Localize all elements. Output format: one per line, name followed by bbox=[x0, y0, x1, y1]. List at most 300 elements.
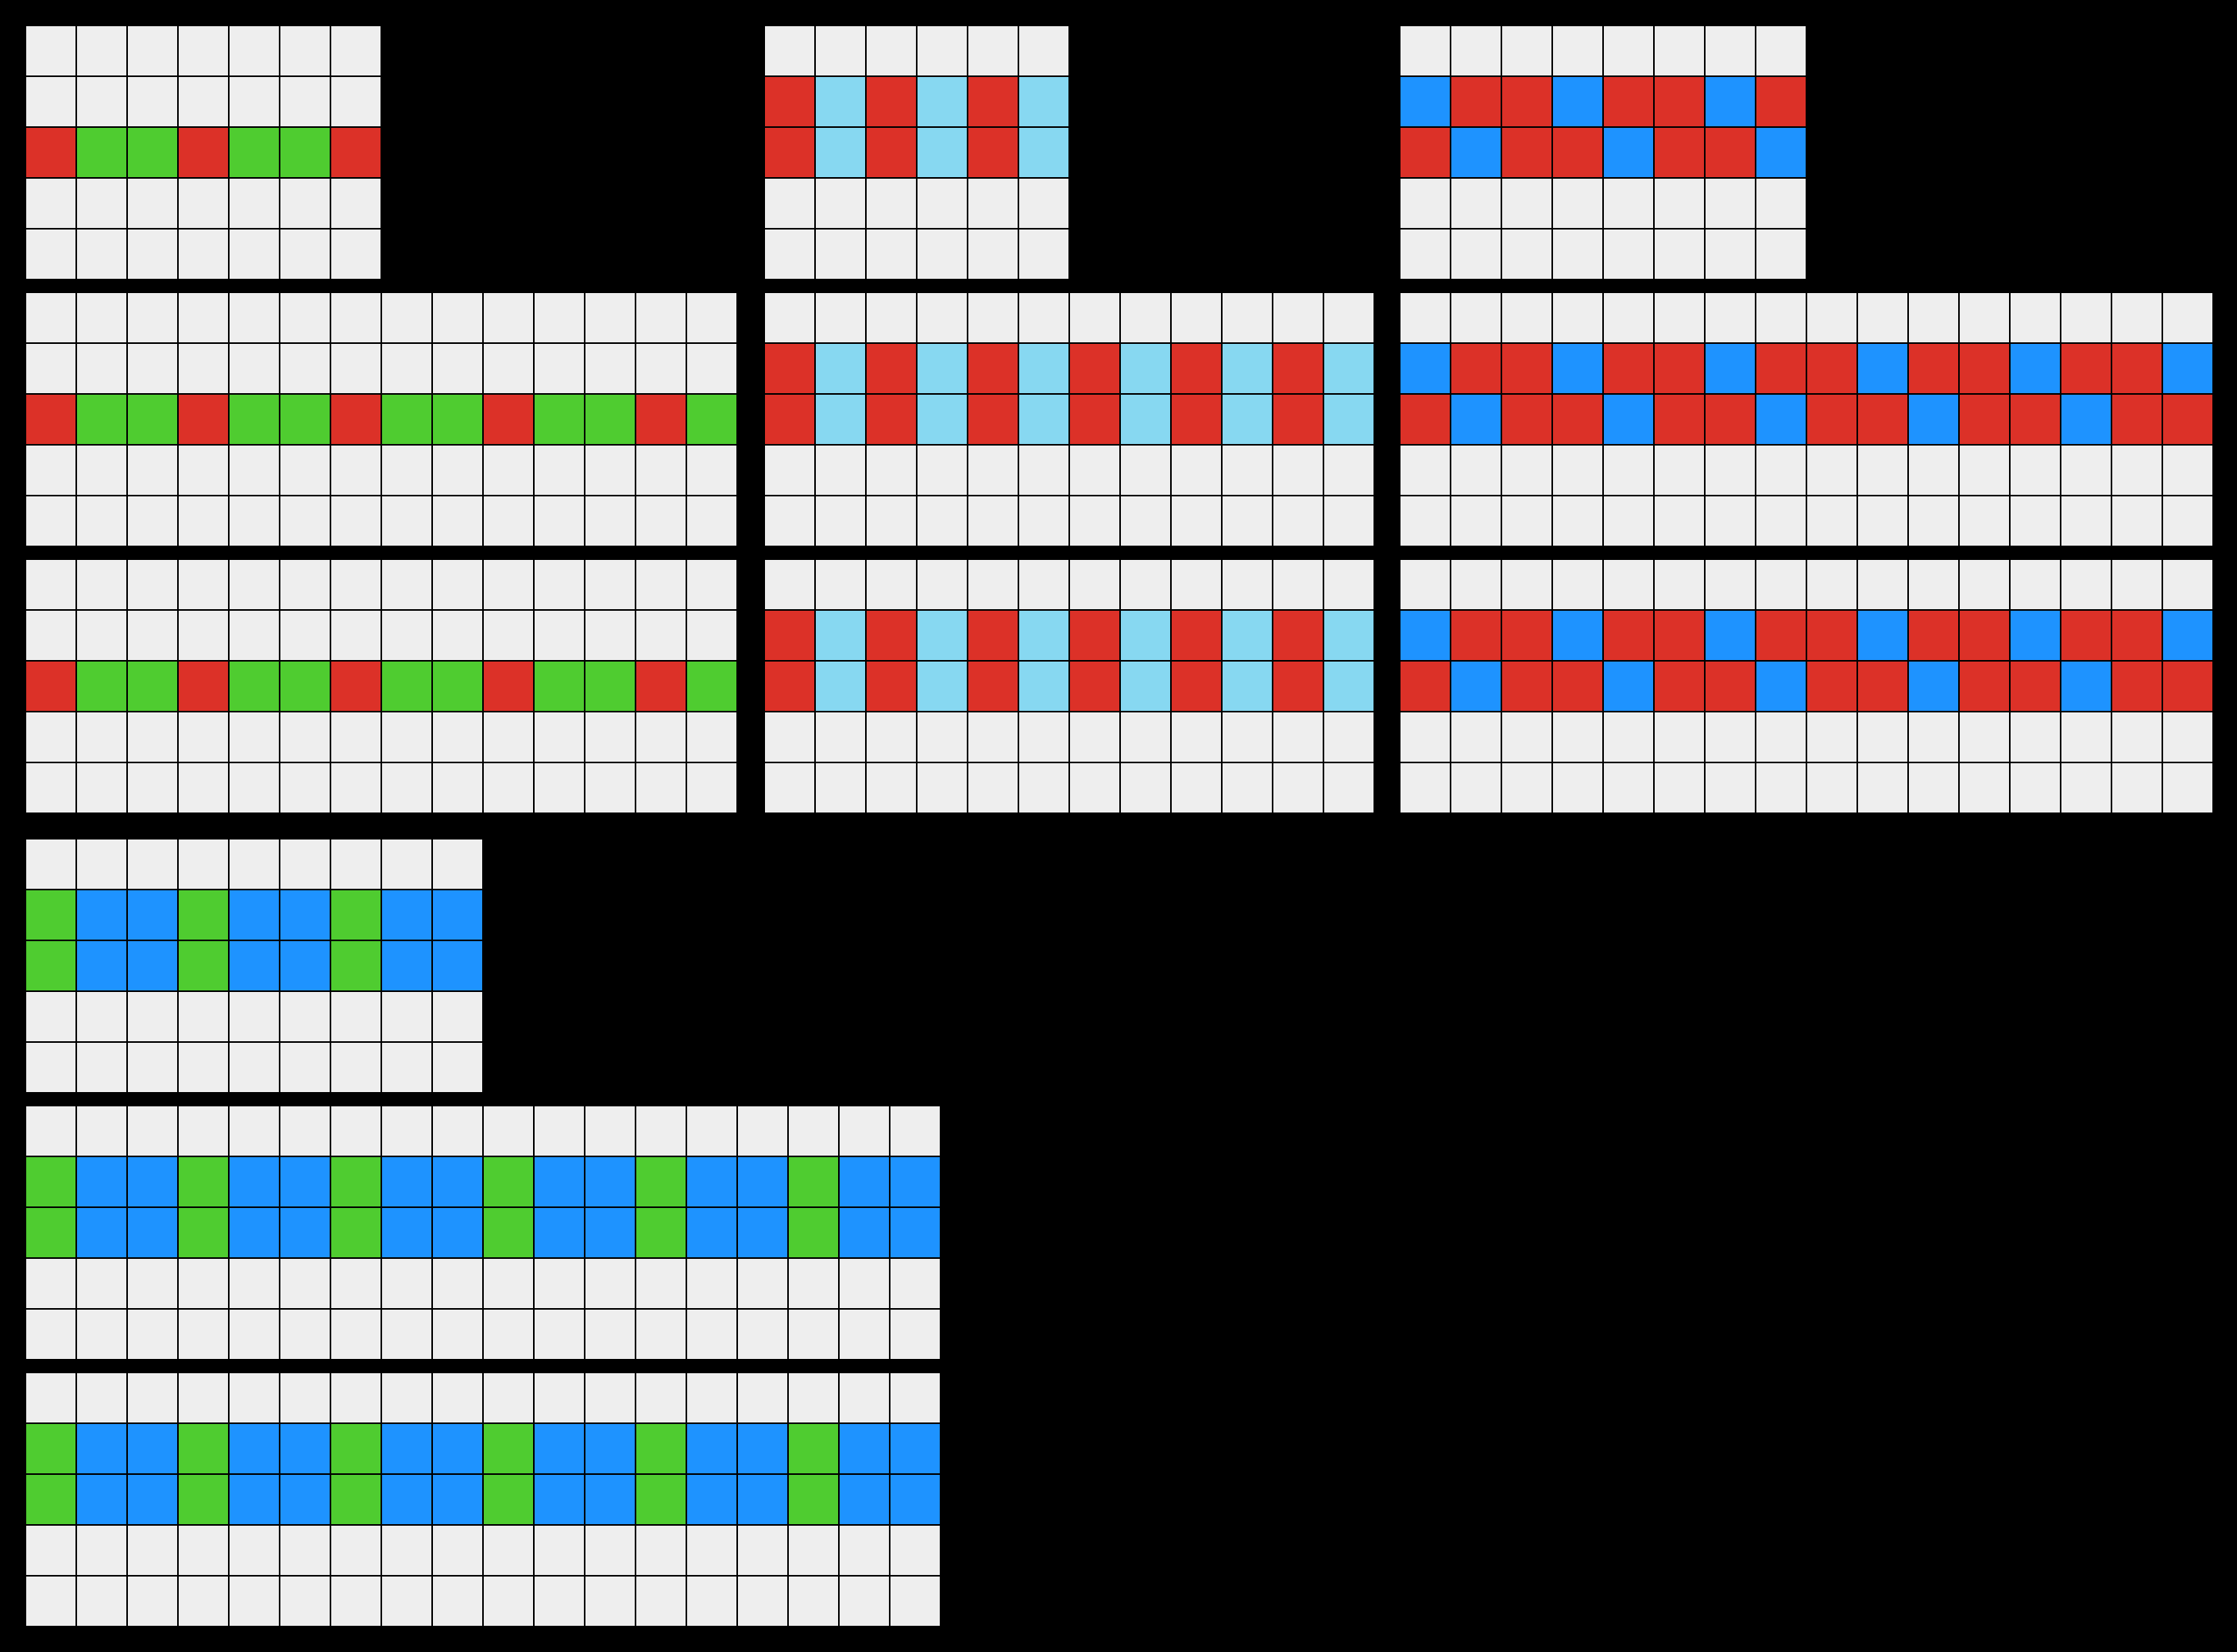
grid-cell bbox=[178, 178, 229, 229]
grid-cell bbox=[330, 661, 381, 712]
grid-cell bbox=[1171, 661, 1222, 712]
grid-cell bbox=[2111, 343, 2162, 394]
grid-cell bbox=[381, 445, 432, 496]
grid-cell bbox=[76, 762, 127, 813]
grid-cell bbox=[1552, 178, 1603, 229]
grid-cell bbox=[127, 229, 178, 280]
grid-cell bbox=[1400, 762, 1451, 813]
grid-cell bbox=[2061, 445, 2111, 496]
grid-cell bbox=[1400, 292, 1451, 343]
grid-cell bbox=[1654, 559, 1705, 610]
grid-cell bbox=[25, 292, 76, 343]
grid-cell bbox=[636, 343, 686, 394]
grid-cell bbox=[890, 1156, 941, 1207]
grid-cell bbox=[229, 1423, 280, 1474]
grid-cell bbox=[534, 1106, 585, 1156]
grid-cell bbox=[585, 762, 636, 813]
grid-cell bbox=[686, 712, 737, 762]
grid-cell bbox=[815, 712, 866, 762]
grid-cell bbox=[917, 292, 968, 343]
grid-cell bbox=[1069, 610, 1120, 661]
grid-cell bbox=[1654, 292, 1705, 343]
grid-cell bbox=[1857, 661, 1908, 712]
grid-cell bbox=[25, 991, 76, 1042]
grid-cell bbox=[839, 1156, 890, 1207]
grid-cell bbox=[1171, 559, 1222, 610]
grid-cell bbox=[585, 343, 636, 394]
grid-cell bbox=[483, 343, 534, 394]
grid-cell bbox=[1451, 445, 1501, 496]
grid-cell bbox=[280, 890, 330, 940]
grid-cell bbox=[1552, 25, 1603, 76]
grid-cell bbox=[636, 1309, 686, 1360]
grid-cell bbox=[866, 229, 917, 280]
grid-cell bbox=[432, 559, 483, 610]
grid-cell bbox=[2061, 661, 2111, 712]
grid-cell bbox=[1400, 343, 1451, 394]
grid-cell bbox=[381, 940, 432, 991]
grid-cell bbox=[1552, 229, 1603, 280]
grid-cell bbox=[788, 1258, 839, 1309]
grid-cell bbox=[968, 292, 1018, 343]
grid-cell bbox=[1908, 292, 1959, 343]
grid-cell bbox=[483, 1309, 534, 1360]
grid-cell bbox=[2162, 445, 2213, 496]
grid-cell bbox=[1552, 76, 1603, 127]
grid-cell bbox=[25, 559, 76, 610]
grid-cell bbox=[917, 445, 968, 496]
grid-cell bbox=[1552, 343, 1603, 394]
grid-cell bbox=[76, 1207, 127, 1258]
grid-cell bbox=[815, 178, 866, 229]
grid-cell bbox=[229, 292, 280, 343]
grid-cell bbox=[2061, 496, 2111, 546]
grid-cell bbox=[839, 1474, 890, 1525]
grid-cell bbox=[1501, 712, 1552, 762]
grid-cell bbox=[178, 445, 229, 496]
grid-cell bbox=[1018, 25, 1069, 76]
grid-cell bbox=[178, 127, 229, 178]
grid-cell bbox=[127, 1423, 178, 1474]
grid-cell bbox=[76, 1042, 127, 1093]
grid-cell bbox=[534, 1207, 585, 1258]
grid-cell bbox=[1501, 394, 1552, 445]
grid-cell bbox=[330, 1258, 381, 1309]
grid-cell bbox=[229, 1576, 280, 1627]
grid-cell bbox=[330, 1372, 381, 1423]
grid-cell bbox=[330, 940, 381, 991]
grid-cell bbox=[1451, 762, 1501, 813]
grid-cell bbox=[127, 25, 178, 76]
grid-cell bbox=[2162, 559, 2213, 610]
grid-cell bbox=[1273, 661, 1323, 712]
grid-cell bbox=[483, 762, 534, 813]
grid-cell bbox=[2061, 292, 2111, 343]
grid-cell bbox=[890, 1106, 941, 1156]
grid-cell bbox=[1959, 496, 2010, 546]
grid-cell bbox=[815, 445, 866, 496]
grid-cell bbox=[1501, 661, 1552, 712]
grid-cell bbox=[229, 1106, 280, 1156]
grid-cell bbox=[2111, 762, 2162, 813]
grid-cell bbox=[636, 1474, 686, 1525]
grid-cell bbox=[917, 76, 968, 127]
grid-cell bbox=[686, 1106, 737, 1156]
grid-cell bbox=[534, 610, 585, 661]
grid-cell bbox=[585, 1525, 636, 1576]
grid-cell bbox=[686, 1207, 737, 1258]
grid-cell bbox=[280, 1042, 330, 1093]
grid-cell bbox=[25, 76, 76, 127]
grid-cell bbox=[127, 712, 178, 762]
grid-cell bbox=[534, 1309, 585, 1360]
grid-cell bbox=[76, 343, 127, 394]
grid-cell bbox=[636, 661, 686, 712]
grid-cell bbox=[1400, 229, 1451, 280]
grid-cell bbox=[178, 559, 229, 610]
grid-cell bbox=[1018, 127, 1069, 178]
grid-cell bbox=[1552, 559, 1603, 610]
grid-cell bbox=[1501, 445, 1552, 496]
grid-cell bbox=[917, 343, 968, 394]
grid-cell bbox=[25, 1372, 76, 1423]
grid-cell bbox=[1756, 496, 1806, 546]
grid-cell bbox=[432, 1042, 483, 1093]
grid-cell bbox=[280, 178, 330, 229]
grid-cell bbox=[330, 1042, 381, 1093]
grid-cell bbox=[1806, 559, 1857, 610]
grid-cell bbox=[1603, 178, 1654, 229]
grid-cell bbox=[381, 610, 432, 661]
grid-cell bbox=[25, 1525, 76, 1576]
grid-cell bbox=[534, 445, 585, 496]
grid-cell bbox=[534, 1423, 585, 1474]
grid-cell bbox=[815, 343, 866, 394]
grid-cell bbox=[1756, 343, 1806, 394]
grid-cell bbox=[1120, 394, 1171, 445]
grid-cell bbox=[2010, 496, 2061, 546]
grid-cell bbox=[686, 1372, 737, 1423]
grid-cell bbox=[1222, 559, 1273, 610]
grid-cell bbox=[917, 610, 968, 661]
grid-cell bbox=[815, 127, 866, 178]
grid-cell bbox=[381, 496, 432, 546]
grid-cell bbox=[1705, 661, 1756, 712]
grid-cell bbox=[866, 292, 917, 343]
grid-cell bbox=[1756, 445, 1806, 496]
grid-cell bbox=[1756, 127, 1806, 178]
grid-cell bbox=[1120, 610, 1171, 661]
grid-cell bbox=[585, 1423, 636, 1474]
grid-cell bbox=[585, 1474, 636, 1525]
grid-cell bbox=[1756, 762, 1806, 813]
grid-cell bbox=[1603, 496, 1654, 546]
grid-cell bbox=[280, 991, 330, 1042]
grid-cell bbox=[178, 76, 229, 127]
grid-cell bbox=[968, 610, 1018, 661]
grid-cell bbox=[764, 661, 815, 712]
grid-cell bbox=[1400, 25, 1451, 76]
grid-cell bbox=[890, 1474, 941, 1525]
grid-cell bbox=[432, 991, 483, 1042]
grid-cell bbox=[737, 1106, 788, 1156]
grid-cell bbox=[330, 1309, 381, 1360]
grid-cell bbox=[2111, 496, 2162, 546]
grid-cell bbox=[432, 762, 483, 813]
grid-cell bbox=[1654, 712, 1705, 762]
grid-cell bbox=[127, 1106, 178, 1156]
grid-cell bbox=[76, 559, 127, 610]
grid-cell bbox=[127, 178, 178, 229]
grid-cell bbox=[636, 1156, 686, 1207]
grid-cell bbox=[280, 394, 330, 445]
grid-cell bbox=[686, 1525, 737, 1576]
grid-cell bbox=[686, 661, 737, 712]
grid-cell bbox=[1069, 712, 1120, 762]
grid-cell bbox=[432, 1258, 483, 1309]
grid-cell bbox=[534, 496, 585, 546]
grid-input-pair-4 bbox=[25, 839, 483, 1093]
grid-cell bbox=[1806, 496, 1857, 546]
grid-cell bbox=[1451, 559, 1501, 610]
grid-cell bbox=[483, 292, 534, 343]
grid-cell bbox=[1400, 559, 1451, 610]
grid-cell bbox=[917, 496, 968, 546]
grid-cell bbox=[229, 610, 280, 661]
grid-cell bbox=[330, 1525, 381, 1576]
grid-cell bbox=[839, 1576, 890, 1627]
grid-cell bbox=[1451, 292, 1501, 343]
grid-cell bbox=[1451, 394, 1501, 445]
grid-cell bbox=[1654, 610, 1705, 661]
grid-cell bbox=[229, 1525, 280, 1576]
grid-cell bbox=[1323, 496, 1374, 546]
grid-cell bbox=[127, 610, 178, 661]
grid-cell bbox=[483, 1423, 534, 1474]
grid-cell bbox=[1400, 610, 1451, 661]
grid-cell bbox=[178, 292, 229, 343]
grid-cell bbox=[280, 127, 330, 178]
grid-cell bbox=[1908, 445, 1959, 496]
grid-cell bbox=[178, 1156, 229, 1207]
grid-cell bbox=[330, 496, 381, 546]
grid-cell bbox=[25, 229, 76, 280]
grid-cell bbox=[330, 559, 381, 610]
grid-cell bbox=[1552, 496, 1603, 546]
grid-cell bbox=[968, 343, 1018, 394]
grid-cell bbox=[229, 343, 280, 394]
grid-cell bbox=[585, 496, 636, 546]
grid-cell bbox=[381, 1258, 432, 1309]
grid-cell bbox=[432, 1156, 483, 1207]
grid-cell bbox=[432, 1474, 483, 1525]
grid-cell bbox=[1273, 445, 1323, 496]
grid-cell bbox=[2061, 610, 2111, 661]
grid-cell bbox=[280, 559, 330, 610]
grid-cell bbox=[178, 1042, 229, 1093]
grid-cell bbox=[764, 445, 815, 496]
grid-cell bbox=[1705, 762, 1756, 813]
grid-cell bbox=[968, 127, 1018, 178]
grid-cell bbox=[585, 1258, 636, 1309]
grid-cell bbox=[483, 1474, 534, 1525]
grid-cell bbox=[229, 445, 280, 496]
grid-cell bbox=[2061, 394, 2111, 445]
grid-cell bbox=[330, 1156, 381, 1207]
grid-cell bbox=[1756, 559, 1806, 610]
grid-cell bbox=[127, 940, 178, 991]
grid-cell bbox=[127, 445, 178, 496]
grid-cell bbox=[1069, 559, 1120, 610]
grid-cell bbox=[1908, 394, 1959, 445]
grid-cell bbox=[1552, 712, 1603, 762]
grid-cell bbox=[76, 940, 127, 991]
grid-cell bbox=[1603, 445, 1654, 496]
grid-cell bbox=[483, 1258, 534, 1309]
grid-cell bbox=[764, 127, 815, 178]
grid-cell bbox=[1603, 127, 1654, 178]
grid-cell bbox=[585, 445, 636, 496]
grid-cell bbox=[330, 712, 381, 762]
grid-cell bbox=[636, 1207, 686, 1258]
grid-cell bbox=[1959, 343, 2010, 394]
grid-cell bbox=[788, 1207, 839, 1258]
grid-cell bbox=[839, 1106, 890, 1156]
grid-input-pair-1 bbox=[25, 25, 381, 280]
grid-cell bbox=[737, 1525, 788, 1576]
grid-cell bbox=[432, 940, 483, 991]
grid-cell bbox=[2061, 559, 2111, 610]
grid-cell bbox=[815, 76, 866, 127]
grid-cell bbox=[1501, 496, 1552, 546]
grid-cell bbox=[330, 762, 381, 813]
grid-cell bbox=[25, 610, 76, 661]
grid-cell bbox=[636, 292, 686, 343]
grid-cell bbox=[1400, 178, 1451, 229]
grid-cell bbox=[1171, 445, 1222, 496]
grid-cell bbox=[1552, 610, 1603, 661]
grid-cell bbox=[890, 1372, 941, 1423]
grid-cell bbox=[1451, 496, 1501, 546]
grid-cell bbox=[25, 940, 76, 991]
grid-cell bbox=[534, 661, 585, 712]
grid-cell bbox=[1171, 292, 1222, 343]
grid-cell bbox=[483, 1207, 534, 1258]
grid-cell bbox=[25, 839, 76, 890]
grid-cell bbox=[1603, 559, 1654, 610]
grid-cell bbox=[178, 1106, 229, 1156]
grid-cell bbox=[1959, 712, 2010, 762]
grid-cell bbox=[432, 1576, 483, 1627]
grid-cell bbox=[1908, 559, 1959, 610]
grid-cell bbox=[2162, 394, 2213, 445]
grid-cell bbox=[76, 292, 127, 343]
grid-cell bbox=[1120, 559, 1171, 610]
grid-cell bbox=[968, 178, 1018, 229]
grid-cell bbox=[229, 991, 280, 1042]
grid-cell bbox=[280, 1474, 330, 1525]
grid-cell bbox=[280, 839, 330, 890]
grid-cell bbox=[127, 839, 178, 890]
grid-cell bbox=[839, 1423, 890, 1474]
grid-cell bbox=[127, 1372, 178, 1423]
grid-output-pair-3 bbox=[1400, 292, 2213, 546]
grid-cell bbox=[1120, 292, 1171, 343]
grid-cell bbox=[1654, 178, 1705, 229]
grid-cell bbox=[1603, 25, 1654, 76]
grid-cell bbox=[25, 343, 76, 394]
grid-cell bbox=[127, 1258, 178, 1309]
grid-cell bbox=[1756, 76, 1806, 127]
grid-cell bbox=[585, 661, 636, 712]
grid-cell bbox=[25, 394, 76, 445]
grid-output-pair-1 bbox=[25, 292, 737, 546]
grid-cell bbox=[432, 1309, 483, 1360]
grid-cell bbox=[1501, 762, 1552, 813]
grid-cell bbox=[381, 1474, 432, 1525]
grid-cell bbox=[534, 1576, 585, 1627]
grid-cell bbox=[1603, 610, 1654, 661]
grid-cell bbox=[1756, 661, 1806, 712]
grid-cell bbox=[534, 1372, 585, 1423]
grid-cell bbox=[178, 762, 229, 813]
grid-cell bbox=[25, 1156, 76, 1207]
grid-cell bbox=[1018, 496, 1069, 546]
grid-cell bbox=[917, 394, 968, 445]
grid-cell bbox=[330, 343, 381, 394]
grid-cell bbox=[815, 661, 866, 712]
grid-cell bbox=[764, 229, 815, 280]
grid-cell bbox=[483, 1372, 534, 1423]
grid-cell bbox=[1705, 445, 1756, 496]
grid-cell bbox=[1552, 661, 1603, 712]
grid-cell bbox=[917, 762, 968, 813]
grid-cell bbox=[381, 762, 432, 813]
grid-cell bbox=[381, 1207, 432, 1258]
grid-cell bbox=[890, 1207, 941, 1258]
grid-cell bbox=[1323, 712, 1374, 762]
grid-cell bbox=[1273, 292, 1323, 343]
grid-cell bbox=[76, 1525, 127, 1576]
grid-cell bbox=[127, 1525, 178, 1576]
grid-cell bbox=[2010, 559, 2061, 610]
grid-cell bbox=[1603, 661, 1654, 712]
grid-cell bbox=[1018, 661, 1069, 712]
grid-cell bbox=[1069, 292, 1120, 343]
grid-cell bbox=[76, 496, 127, 546]
grid-expected-pair-2 bbox=[764, 559, 1374, 813]
grid-cell bbox=[1171, 394, 1222, 445]
grid-cell bbox=[1501, 25, 1552, 76]
grid-cell bbox=[1222, 445, 1273, 496]
grid-cell bbox=[432, 292, 483, 343]
grid-cell bbox=[2111, 445, 2162, 496]
grid-cell bbox=[534, 1525, 585, 1576]
grid-cell bbox=[764, 178, 815, 229]
grid-cell bbox=[1323, 292, 1374, 343]
grid-cell bbox=[381, 1525, 432, 1576]
grid-cell bbox=[178, 394, 229, 445]
grid-cell bbox=[636, 610, 686, 661]
grid-cell bbox=[585, 712, 636, 762]
grid-cell bbox=[280, 292, 330, 343]
grid-cell bbox=[1451, 229, 1501, 280]
grid-cell bbox=[1222, 610, 1273, 661]
grid-cell bbox=[2010, 445, 2061, 496]
grid-cell bbox=[917, 127, 968, 178]
grid-cell bbox=[76, 661, 127, 712]
grid-cell bbox=[585, 1156, 636, 1207]
